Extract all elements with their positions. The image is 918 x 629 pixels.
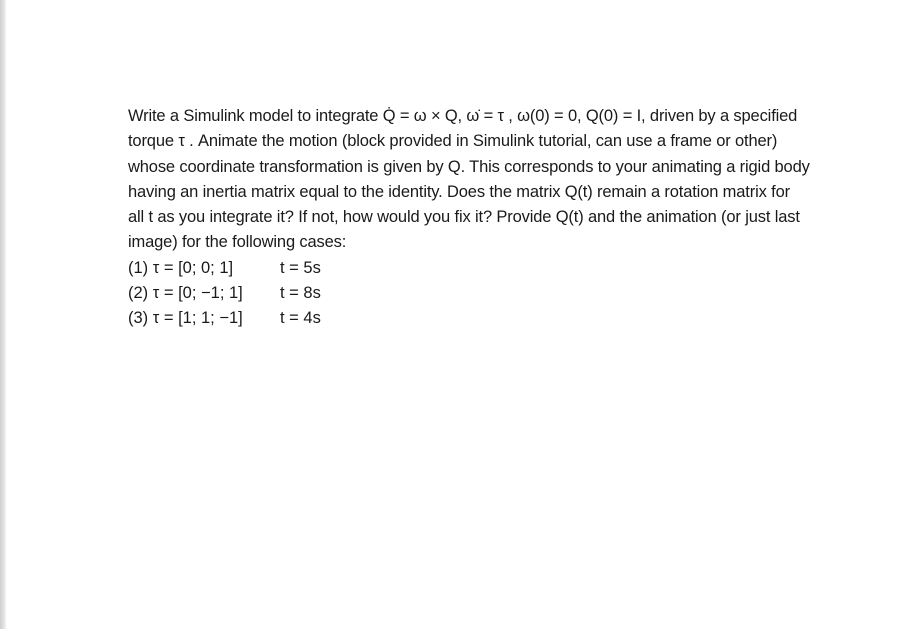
problem-line-1: Write a Simulink model to integrate Q̇ = ω × Q, ω̇ = τ , ω(0) = 0, Q(0) = I, driven by a specified [128, 107, 798, 125]
problem-line-5: all t as you integrate it? If not, how would you fix it? Provide Q(t) and the animation (or just last [128, 208, 800, 227]
case-2-torque: (2) τ = [0; −1; 1] [128, 284, 243, 303]
case-3 [128, 306, 918, 331]
case-3-torque: (3) τ = [1; 1; −1] [128, 309, 243, 328]
problem-line-2: torque τ . Animate the motion (block provided in Simulink tutorial, can use a frame or other) [128, 132, 778, 151]
problem-statement [128, 104, 918, 332]
case-3-time: t = 4s [280, 309, 321, 328]
problem-line-3: whose coordinate transformation is given by Q. This corresponds to your animating a rigid body [128, 157, 810, 176]
problem-line-6: image) for the following cases: [128, 233, 347, 252]
case-1-time: t = 5s [280, 258, 321, 277]
problem-line-4: having an inertia matrix equal to the identity. Does the matrix Q(t) remain a rotation matrix for [128, 182, 790, 201]
case-2-time: t = 8s [280, 284, 321, 303]
case-1 [128, 256, 918, 281]
case-2 [128, 281, 918, 306]
page-left-edge [0, 0, 6, 629]
case-1-torque: (1) τ = [0; 0; 1] [128, 258, 234, 277]
